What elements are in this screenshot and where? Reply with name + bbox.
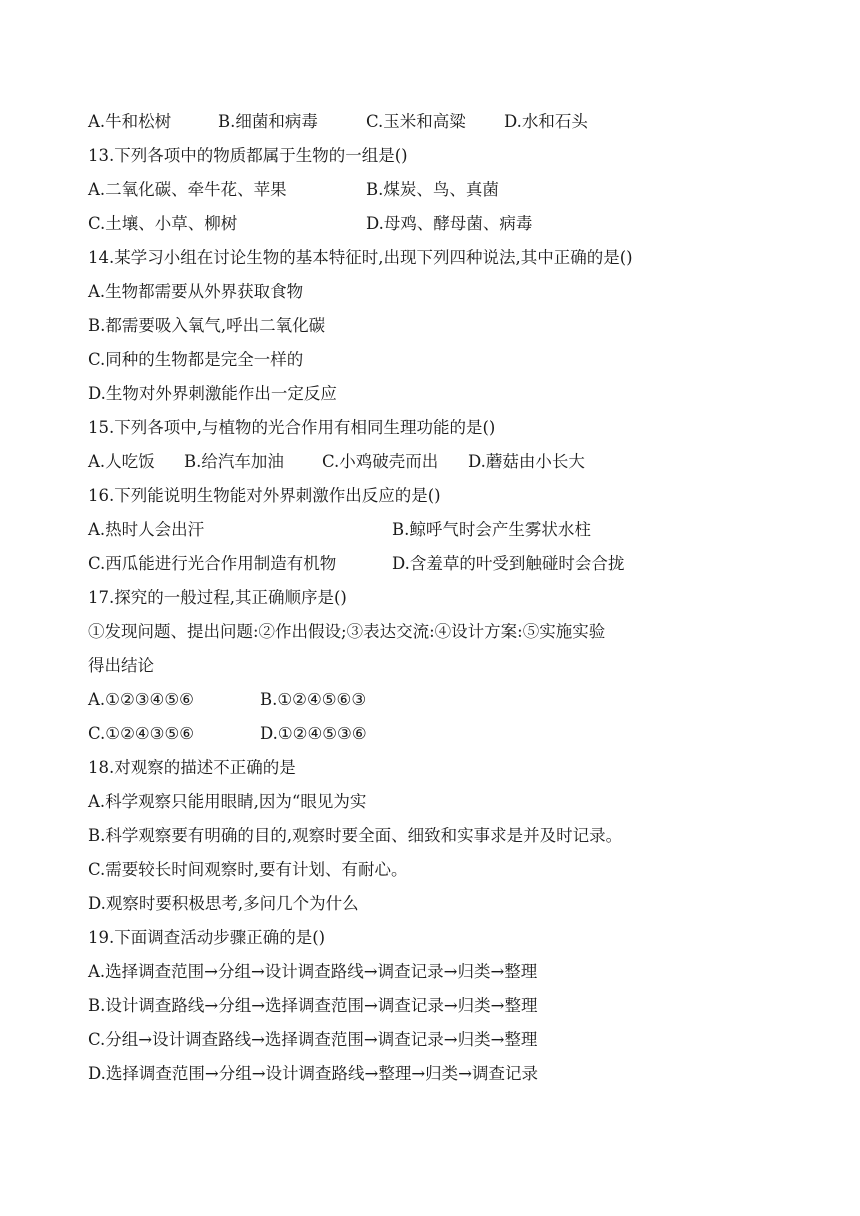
q19-option-a: A.选择调查范围→分组→设计调查路线→调查记录→归类→整理 bbox=[88, 962, 538, 981]
q17-options-row-2 bbox=[88, 722, 828, 756]
q19-option-c: C.分组→设计调查路线→选择调查范围→调查记录→归类→整理 bbox=[88, 1030, 538, 1049]
q16-option-d: D.含羞草的叶受到触碰时会合拢 bbox=[392, 554, 625, 573]
q14-option-c: C.同种的生物都是完全一样的 bbox=[88, 350, 304, 369]
q17-options-row-1 bbox=[88, 688, 828, 722]
q18-option-b: B.科学观察要有明确的目的,观察时要全面、细致和实事求是并及时记录。 bbox=[88, 826, 623, 845]
q17-stem-continuation-1: ①发现问题、提出问题:②作出假设;③表达交流:④设计方案:⑤实施实验 bbox=[88, 622, 606, 641]
q13-option-a: A.二氧化碳、牵牛花、苹果 bbox=[88, 180, 287, 199]
q18-option-a: A.科学观察只能用眼睛,因为“眼见为实 bbox=[88, 792, 367, 811]
q12-option-b: B.细菌和病毒 bbox=[218, 112, 318, 131]
q19-option-b: B.设计调查路线→分组→选择调查范围→调查记录→归类→整理 bbox=[88, 996, 538, 1015]
q17-option-b: B.①②④⑤⑥③ bbox=[260, 690, 367, 709]
q14-option-d: D.生物对外界刺激能作出一定反应 bbox=[88, 384, 337, 403]
q16-option-a: A.热时人会出汗 bbox=[88, 520, 205, 539]
q16-options-row-2 bbox=[88, 552, 828, 586]
q13-option-b: B.煤炭、鸟、真菌 bbox=[366, 180, 499, 199]
q14-option-b: B.都需要吸入氧气,呼出二氧化碳 bbox=[88, 316, 326, 335]
q17-option-d: D.①②④⑤③⑥ bbox=[260, 724, 367, 743]
q14-stem: 14.某学习小组在讨论生物的基本特征时,出现下列四种说法,其中正确的是() bbox=[88, 248, 633, 267]
q13-option-c: C.土壤、小草、柳树 bbox=[88, 214, 238, 233]
q15-option-a: A.人吃饭 bbox=[88, 452, 155, 471]
q15-option-c: C.小鸡破壳而出 bbox=[322, 452, 439, 471]
q13-options-row-2 bbox=[88, 212, 828, 246]
q14-option-a: A.生物都需要从外界获取食物 bbox=[88, 282, 304, 301]
q12-option-d: D.水和石头 bbox=[504, 112, 588, 131]
q15-options-row bbox=[88, 450, 828, 484]
q15-option-d: D.蘑菇由小长大 bbox=[468, 452, 585, 471]
q13-options-row-1 bbox=[88, 178, 828, 212]
q16-option-c: C.西瓜能进行光合作用制造有机物 bbox=[88, 554, 337, 573]
q15-stem: 15.下列各项中,与植物的光合作用有相同生理功能的是() bbox=[88, 418, 496, 437]
q15-option-b: B.给汽车加油 bbox=[184, 452, 284, 471]
q12-option-c: C.玉米和高粱 bbox=[366, 112, 466, 131]
q19-option-d: D.选择调查范围→分组→设计调查路线→整理→归类→调查记录 bbox=[88, 1064, 539, 1083]
q19-stem: 19.下面调查活动步骤正确的是() bbox=[88, 928, 326, 947]
q12-options-row bbox=[88, 110, 828, 144]
q17-option-c: C.①②④③⑤⑥ bbox=[88, 724, 195, 743]
q17-stem-continuation-2: 得出结论 bbox=[88, 656, 154, 675]
q12-option-a: A.牛和松树 bbox=[88, 112, 172, 131]
question-page bbox=[88, 110, 828, 1096]
q18-stem: 18.对观察的描述不正确的是 bbox=[88, 758, 296, 777]
q13-stem: 13.下列各项中的物质都属于生物的一组是() bbox=[88, 146, 408, 165]
q18-option-d: D.观察时要积极思考,多问几个为什么 bbox=[88, 894, 359, 913]
q17-option-a: A.①②③④⑤⑥ bbox=[88, 690, 194, 709]
q16-options-row-1 bbox=[88, 518, 828, 552]
q17-stem: 17.探究的一般过程,其正确顺序是() bbox=[88, 588, 347, 607]
q16-stem: 16.下列能说明生物能对外界刺激作出反应的是() bbox=[88, 486, 441, 505]
q16-option-b: B.鲸呼气时会产生雾状水柱 bbox=[392, 520, 591, 539]
q13-option-d: D.母鸡、酵母菌、病毒 bbox=[366, 214, 533, 233]
q18-option-c: C.需要较长时间观察时,要有计划、有耐心。 bbox=[88, 860, 408, 879]
